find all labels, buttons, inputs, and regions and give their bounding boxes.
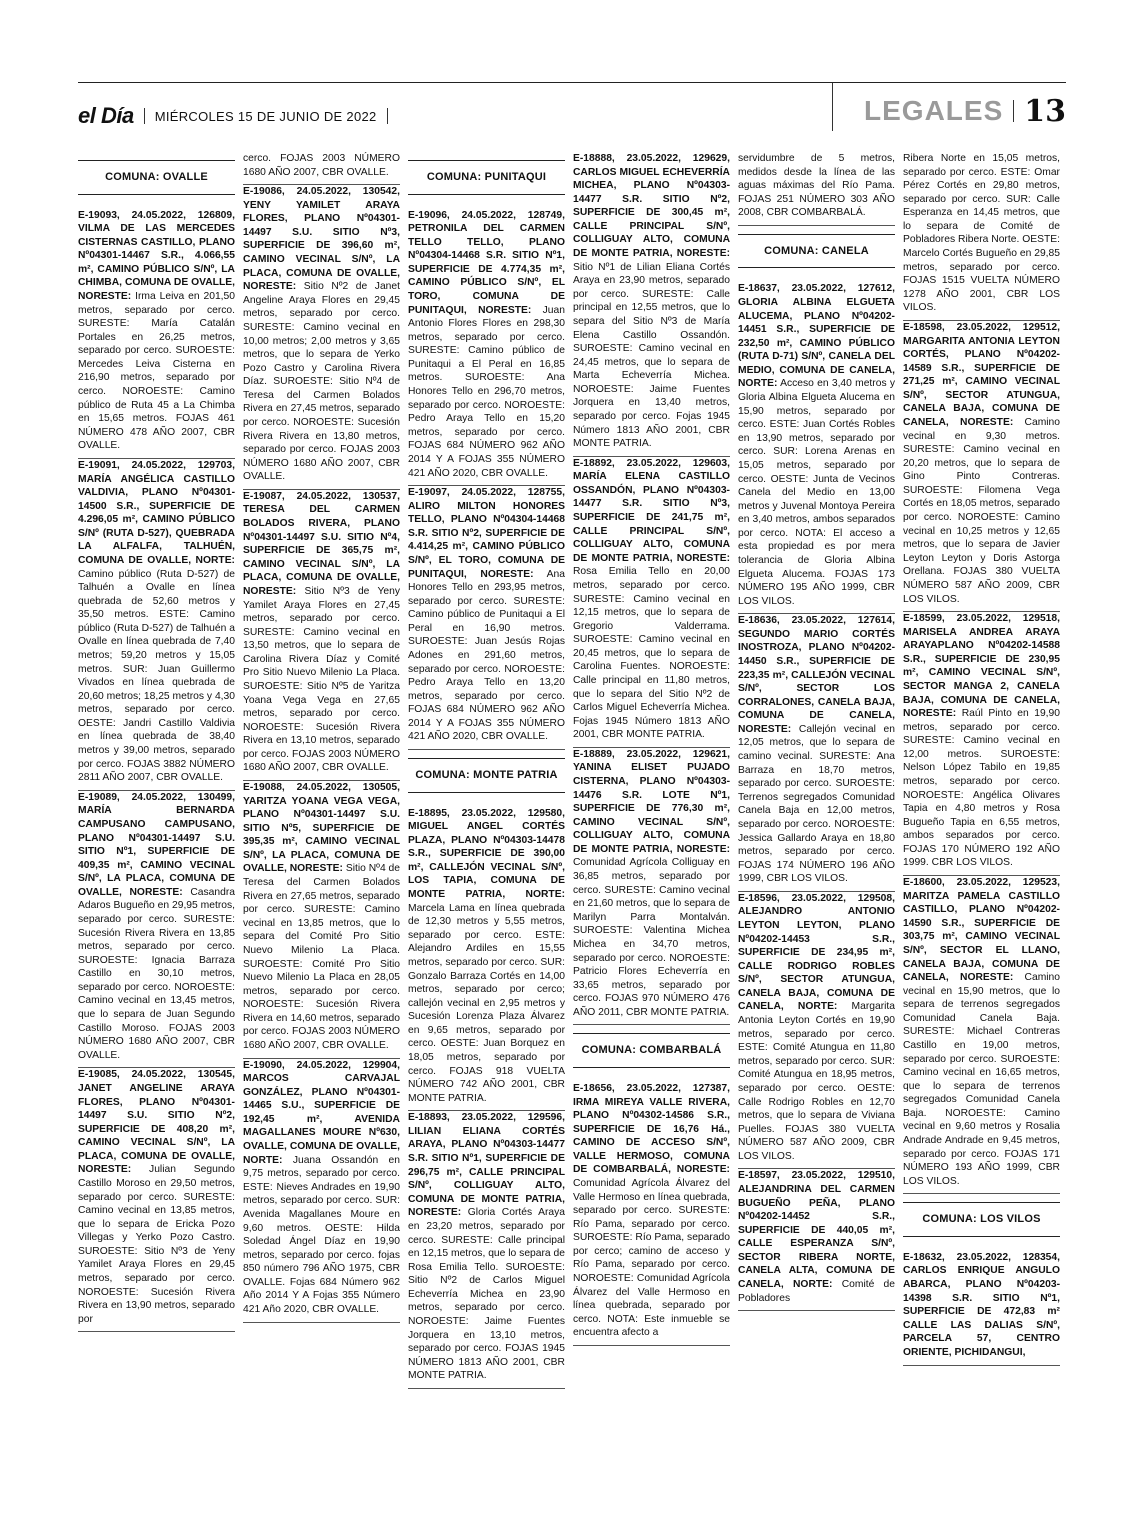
divider [1013, 100, 1014, 122]
notice-body: Sitio Nº1 de Lilian Eliana Cortés Araya en 23,90 metros, separado por cerco. SURESTE: Calle principal en 12,55 metros, que lo separa del Sitio Nº3 de María Elena Castillo Ossandón. SUROESTE: Camino vecinal en 24,45 metros, que lo separa de Marta Echeverría Michea. NOROESTE: Jaime Fuentes Jorquera en 13,40 metros, separado por cerco. Fojas 1945 Número 1813 AÑO 2001, CBR MONTE PATRIA. [573, 261, 730, 450]
section-title: LEGALES [864, 95, 1004, 126]
notice-header: E-18599, 23.05.2022, 129518, MARISELA ANDREA ARAYA ARAYAPLANO Nº04202-14588 S.R., SUPERFICIE DE 230,95 m², CAMINO VECINAL S/Nº, SECTOR MANGA 2, CANELA BAJA, COMUNA DE CANELA, NORESTE: [903, 613, 1060, 720]
legal-notices-columns [78, 152, 1066, 1462]
notice-header: E-18637, 23.05.2022, 127612, GLORIA ALBINA ELGUETA ALUCEMA, PLANO Nº04202-14451 S.R., SUPERFICIE DE 232,50 m², CAMINO PÚBLICO (RUTA D-71) S/Nº, CANELA DEL MEDIO, COMUNA DE CANELA, NORTE: [738, 283, 895, 390]
legal-notice [78, 1068, 235, 1332]
notice-body: Margarita Antonia Leyton Cortés en 19,90 metros, separado por cerco. ESTE: Comité Atungua en 11,80 metros, separado por cerco. SUR: Comité Atungua en 18,95 metros, separado por cerco. OESTE: Calle Rodrigo Robles en 12,70 metros, que lo separa de Viviana Puelles. FOJAS 380 VUELTA NÚMERO 587 AÑO 2009, CBR LOS VILOS. [738, 1001, 895, 1162]
notice-body: Gloria Cortés Araya en 23,20 metros, separado por cerco. SURESTE: Calle principal en 12,15 metros, que lo separa de Rosa Emilia Tello. SUROESTE: Sitio Nº2 de Carlos Miguel Echeverría Michea en 23,90 metros, separado por cerco. NOROESTE: Jaime Fuentes Jorquera en 13,10 metros, separado por cerco. FOJAS 1945 NÚMERO 1813 AÑO 2001, CBR MONTE PATRIA. [408, 1207, 565, 1382]
legal-notice [78, 209, 235, 459]
comuna-heading: COMUNA: PUNITAQUI [408, 160, 565, 195]
notice-header: E-18888, 23.05.2022, 129629, CARLOS MIGUEL ECHEVERRÍA MICHEA, PLANO Nº04303-14477 S.R. SITIO Nº2, SUPERFICIE DE 300,45 m², CALLE PRINCIPAL S/Nº, COLLIGUAY ALTO, COMUNA DE MONTE PATRIA, NORESTE: [573, 153, 730, 260]
masthead-left [78, 103, 388, 129]
legal-notice [738, 282, 895, 614]
notice-header: E-18636, 23.05.2022, 127614, SEGUNDO MARIO CORTÉS INOSTROZA, PLANO Nº04202-14450 S.R., SUPERFICIE DE 223,35 m², CALLEJÓN VECINAL S/Nº, SECTOR LOS CORRALONES, CANELA BAJA, COMUNA DE CANELA, NORESTE: [738, 615, 895, 735]
legal-notice [573, 152, 730, 457]
notice-body: Casandra Adaros Bugueño en 29,95 metros, separado por cerco. SURESTE: Sucesión Rivera Rivera en 13,85 metros, separado por cerco. SUROESTE: Ignacia Barraza Castillo en 30,10 metros, separado por cerco. NOROESTE: Camino vecinal en 13,45 metros, que lo separa de Juan Segundo Castillo Moroso. FOJAS 2003 NÚMERO 1680 AÑO 2007, CBR OVALLE. [78, 886, 235, 1061]
column-2 [243, 152, 400, 1462]
issue-date: MIÉRCOLES 15 DE JUNIO DE 2022 [154, 108, 377, 124]
notice-header: E-18600, 23.05.2022, 129523, MARITZA PAMELA CASTILLO CASTILLO, PLANO Nº04202-14590 S.R., SUPERFICIE DE 303,75 m², CAMINO VECINAL S/Nº, SECTOR EL LLANO, CANELA BAJA, COMUNA DE CANELA, NORESTE: [903, 877, 1060, 984]
notice-body: Ana Honores Tello en 293,95 metros, separado por cerco. SURESTE: Camino público de Punitaqui a El Peral en 16,90 metros. SUROESTE: Juan Jesús Rojas Adones en 291,60 metros, separado por cerco. NOROESTE: Pedro Araya Tello en 13,20 metros, separado por cerco. FOJAS 684 NÚMERO 962 AÑO 2014 Y A FOJAS 355 NÚMERO 421 AÑO 2020, CBR OVALLE. [408, 568, 565, 743]
column-3 [408, 152, 565, 1462]
notice-body: Sitio Nº2 de Janet Angeline Araya Flores en 29,45 metros, separado por cerco. SURESTE: Camino vecinal en 10,00 metros; 2,00 metros y 3,65 metros, que lo separa de Yerko Pozo Castro y Carolina Rivera Díaz. SUROESTE: Sitio Nº4 de Teresa del Carmen Bolados Rivera en 27,45 metros, separado por cerco. NOROESTE: Sucesión Rivera Rivera en 13,80 metros, separado por cerco. FOJAS 2003 NÚMERO 1680 AÑO 2007, CBR OVALLE. [243, 281, 400, 483]
comuna-heading: COMUNA: COMBARBALÁ [573, 1033, 730, 1068]
notice-header: E-18632, 23.05.2022, 128354, CARLOS ENRIQUE ANGULO ABARCA, PLANO Nº04203-14398 S.R. SITIO Nº1, SUPERFICIE DE 472,83 m² CALLE LAS DALIAS S/Nº, PARCELA 57, CENTRO ORIENTE, PICHIDANGUI, [903, 1251, 1060, 1358]
legal-notice [408, 807, 565, 1112]
legal-notice [738, 614, 895, 892]
legal-notice [903, 321, 1060, 612]
notice-header: E-18889, 23.05.2022, 129621, YANINA ELISET PUJADO CISTERNA, PLANO Nº04303-14476 S.R. LOTE Nº1, SUPERFICIE DE 776,30 m², CAMINO VECINAL S/Nº, COLLIGUAY ALTO, COMUNA DE MONTE PATRIA, NORESTE: [573, 748, 730, 855]
notice-header: E-18598, 23.05.2022, 129512, MARGARITA ANTONIA LEYTON CORTÉS, PLANO Nº04202-14589 S.R., SUPERFICIE DE 271,25 m², CAMINO VECINAL S/Nº, SECTOR ATUNGUA, CANELA BAJA, COMUNA DE CANELA, NORESTE: [903, 321, 1060, 428]
column-1 [78, 152, 235, 1462]
notice-header: E-18597, 23.05.2022, 129510, ALEJANDRINA DEL CARMEN BUGUEÑO PEÑA, PLANO Nº04202-14452 S.R., SUPERFICIE DE 440,05 m², CALLE ESPERANZA S/Nº, SECTOR RIBERA NORTE, CANELA ALTA, COMUNA DE CANELA, NORTE: [738, 1170, 895, 1291]
legal-notice [903, 876, 1060, 1194]
notice-body: Sitio Nº3 de Yeny Yamilet Araya Flores en 27,45 metros, separado por cerco. SURESTE: Camino vecinal en 13,50 metros, que lo separa de Carolina Rivera Díaz y Comité Pro Sitio Nuevo Milenio La Placa. SUROESTE: Sitio Nº5 de Yaritza Yoana Vega Vega en 27,65 metros, separado por cerco. NOROESTE: Sucesión Rivera Rivera en 13,10 metros, separado por cerco. FOJAS 2003 NÚMERO 1680 AÑO 2007, CBR OVALLE. [243, 585, 400, 774]
notice-body: Comunidad Agrícola Álvarez del Valle Hermoso en línea quebrada, separado por cerco. SURESTE: Río Pama, separado por cerco. SUROESTE: Río Pama, separado por cerco; camino de acceso y Río Pama, separado por cerco. NOROESTE: Comunidad Agrícola Álvarez del Valle Hermoso en línea quebrada, separado por cerco. NOTA: Este inmueble se encuentra afecto a [573, 1177, 730, 1339]
notice-body: Camino vecinal en 9,30 metros. SURESTE: Camino vecinal en 20,20 metros, que lo separa de Gino Pinto Contreras. SUROESTE: Filomena Vega Cortés en 18,05 metros, separado por cerco. NOROESTE: Camino vecinal en 10,25 metros y 12,65 metros, que lo separa de Javier Leyton Leyton y Doris Astorga Orellana. FOJAS 380 VUELTA NÚMERO 587 AÑO 2009, CBR LOS VILOS. [903, 416, 1060, 605]
legal-notice [903, 1251, 1060, 1366]
notice-header: E-19096, 24.05.2022, 128749, PETRONILA DEL CARMEN TELLO TELLO, PLANO Nº04304-14468 S.R. SITIO Nº1, SUPERFICIE DE 4.774,35 m², CAMINO PÚBLICO S/Nº, EL TORO, COMUNA DE PUNITAQUI, NORESTE: [408, 209, 565, 316]
notice-body: Juan Antonio Flores Flores en 298,30 metros, separado por cerco. SURESTE: Camino público de Punitaqui a El Peral en 16,85 metros. SUROESTE: Ana Honores Tello en 296,70 metros, separado por cerco. NOROESTE: Pedro Araya Tello en 15,20 metros, separado por cerco. FOJAS 684 NÚMERO 962 AÑO 2014 Y A FOJAS 355 NÚMERO 421 AÑO 2020, CBR OVALLE. [408, 304, 565, 479]
notice-header: E-19089, 24.05.2022, 130499, MARÍA BERNARDA CAMPUSANO CAMPUSANO, PLANO Nº04301-14497 S.U. SITIO Nº1, SUPERFICIE DE 409,35 m², CAMINO VECINAL S/Nº, LA PLACA, COMUNA DE OVALLE, NORESTE: [78, 791, 235, 898]
legal-notice [243, 781, 400, 1059]
newspaper-logo: el Día [78, 103, 134, 128]
notice-body: Camino vecinal en 15,90 metros, que lo separa de terrenos segregados Comunidad Canela Baja. SURESTE: Michael Contreras Castillo en 19,00 metros, separado por cerco. SUROESTE: Camino vecinal en 16,65 metros, que lo separa de terrenos segregados Comunidad Canela Baja. NOROESTE: Camino vecinal en 9,60 metros y Rosalia Andrade Andrade en 9,45 metros, separado por cerco. FOJAS 171 NÚMERO 193 AÑO 1999, CBR LOS VILOS. [903, 972, 1060, 1187]
notice-header: E-19097, 24.05.2022, 128755, ALIRO MILTON HONORES TELLO, PLANO Nº04304-14468 S.R. SITIO Nº2, SUPERFICIE DE 4.414,25 m², CAMINO PÚBLICO S/Nº, EL TORO, COMUNA DE PUNITAQUI, NORESTE: [408, 487, 565, 580]
masthead [78, 82, 1066, 131]
legal-notice [573, 1082, 730, 1346]
notice-continuation: servidumbre de 5 metros, medidos desde la línea de las aguas máximas del Río Pama. FOJAS 251 NÚMERO 303 AÑO 2008, CBR COMBARBALÁ. [738, 152, 895, 226]
notice-header: E-19087, 24.05.2022, 130537, TERESA DEL CARMEN BOLADOS RIVERA, PLANO Nº04301-14497 S.U. SITIO Nº4, SUPERFICIE DE 365,75 m², CAMINO VECINAL S/Nº, LA PLACA, COMUNA DE OVALLE, NORESTE: [243, 490, 400, 597]
notice-body: Comunidad Agrícola Colliguay en 36,85 metros, separado por cerco. SURESTE: Camino vecinal en 21,60 metros, que lo separa de Marilyn Parra Montalván. SUROESTE: Valentina Michea Michea en 34,70 metros, separado por cerco. NOROESTE: Patricio Flores Echeverría en 33,65 metros, separado por cerco. FOJAS 970 NÚMERO 476 AÑO 2011, CBR MONTE PATRIA. [573, 857, 730, 1018]
legal-notice [573, 457, 730, 748]
legal-notice [738, 892, 895, 1170]
column-5 [738, 152, 895, 1462]
notice-header: E-19086, 24.05.2022, 130542, YENY YAMILET ARAYA FLORES, PLANO Nº04301-14497 S.U. SITIO Nº3, SUPERFICIE DE 396,60 m², CAMINO VECINAL S/Nº, LA PLACA, COMUNA DE OVALLE, NORESTE: [243, 186, 400, 293]
notice-header: E-19085, 24.05.2022, 130545, JANET ANGELINE ARAYA FLORES, PLANO Nº04301-14497 S.U. SITIO Nº2, SUPERFICIE DE 408,20 m², CAMINO VECINAL S/Nº, LA PLACA, COMUNA DE OVALLE, NORESTE: [78, 1069, 235, 1176]
notice-body: Camino público (Ruta D-527) de Talhuén a Ovalle en línea quebrada de 52,60 metros y 35,50 metros. ESTE: Camino público (Ruta D-527) de Talhuén a Ovalle en línea quebrada de 7,40 metros; 59,20 metros y 15,05 metros. SUR: Juan Guillermo Vivados en línea quebrada de 20,60 metros; 18,25 metros y 4,30 metros, separado por cerco. OESTE: Jandri Castillo Valdivia en línea quebrada de 38,40 metros y 39,00 metros, separado por cerco. FOJAS 3882 NÚMERO 2811 AÑO 2007, CBR OVALLE. [78, 568, 235, 784]
legal-notice [243, 1059, 400, 1323]
comuna-heading: COMUNA: MONTE PATRIA [408, 758, 565, 793]
notice-body: Comité de Pobladores [738, 1279, 895, 1304]
comuna-heading: COMUNA: OVALLE [78, 160, 235, 195]
column-6 [903, 152, 1060, 1462]
notice-body: Acceso en 3,40 metros y Gloria Albina Elgueta Alucema en 15,90 metros, separado por cerco. ESTE: Juan Cortés Robles en 13,90 metros, separado por cerco. SUR: Lorena Arenas en 15,05 metros, separado por cerco. OESTE: Junta de Vecinos Canela del Medio en 13,00 metros y Juvenal Montoya Pereira en 3,40 metros, ambos separados por cerco. NOTA: El acceso a esta propiedad es por mera tolerancia de Gloria Albina Elgueta Alucema. FOJAS 173 NÚMERO 195 AÑO 1999, CBR LOS VILOS. [738, 378, 895, 607]
legal-notice [243, 185, 400, 490]
notice-header: E-19091, 24.05.2022, 129703, MARÍA ANGÉLICA CASTILLO VALDIVIA, PLANO Nº04301-14500 S.R., SUPERFICIE DE 4.296,05 m², CAMINO PÚBLICO S/Nº (RUTA D-527), QUEBRADA LA ALFALFA, TALHUÉN, COMUNA DE OVALLE, NORTE: [78, 459, 235, 566]
notice-body: Irma Leiva en 201,50 metros, separado por cerco. SURESTE: María Catalán Portales en 26,25 metros, separado por cerco. SUROESTE: Mercedes Leiva Cisterna en 216,90 metros, separado por cerco. NOROESTE: Camino público de Ruta 45 a La Chimba en 15,65 metros. FOJAS 461 NÚMERO 478 AÑO 2007, CBR OVALLE. [78, 290, 235, 452]
notice-header: E-19093, 24.05.2022, 126809, VILMA DE LAS MERCEDES CISTERNAS CASTILLO, PLANO Nº04301-14467 S.R., 4.066,55 m², CAMINO PÚBLICO S/Nº, LA CHIMBA, COMUNA DE OVALLE, NORESTE: [78, 209, 235, 302]
legal-notice [243, 490, 400, 781]
comuna-heading: COMUNA: CANELA [738, 234, 895, 269]
notice-continuation: cerco. FOJAS 2003 NÚMERO 1680 AÑO 2007, CBR OVALLE. [243, 152, 400, 185]
masthead-vertical-rule [832, 83, 833, 131]
notice-header: E-18656, 23.05.2022, 127387, IRMA MIREYA VALLE RIVERA, PLANO Nº04302-14586 S.R., SUPERFICIE DE 16,76 Há., CAMINO DE ACCESO S/Nº, VALLE HERMOSO, COMUNA DE COMBARBALÁ, NORESTE: [573, 1082, 730, 1176]
legal-notice [78, 791, 235, 1069]
notice-body: Juana Ossandón en 9,75 metros, separado por cerco. ESTE: Nieves Andrades en 19,90 metros, separado por cerco. SUR: Avenida Magallanes Moure en 9,60 metros. OESTE: Hilda Soledad Ángel Díaz en 19,90 metros, separado por cerco. fojas 850 número 796 AÑO 1975, CBR OVALLE. Fojas 684 Número 962 Año 2014 Y A Fojas 355 Número 421 Año 2020, CBR OVALLE. [243, 1154, 400, 1315]
notice-header: E-18893, 23.05.2022, 129596, LILIAN ELIANA CORTÉS ARAYA, PLANO Nº04303-14477 S.R. SITIO Nº1, SUPERFICIE DE 296,75 m², CALLE PRINCIPAL S/Nº, COLLIGUAY ALTO, COMUNA DE MONTE PATRIA, NORESTE: [408, 1112, 565, 1219]
notice-body: Sitio Nº4 de Teresa del Carmen Bolados Rivera en 27,65 metros, separado por cerco. SURESTE: Camino vecinal en 13,85 metros, que lo separa del Comité Pro Sitio Nuevo Milenio La Placa. SUROESTE: Comité Pro Sitio Nuevo Milenio La Placa en 28,05 metros, separado por cerco. NOROESTE: Sucesión Rivera Rivera en 14,60 metros, separado por cerco. FOJAS 2003 NÚMERO 1680 AÑO 2007, CBR OVALLE. [243, 863, 400, 1051]
comuna-heading: COMUNA: LOS VILOS [903, 1202, 1060, 1237]
divider [144, 108, 145, 124]
legal-notice [408, 209, 565, 487]
legal-notice [78, 459, 235, 791]
notice-continuation: Ribera Norte en 15,05 metros, separado por cerco. ESTE: Omar Pérez Cortés en 29,80 metros, separado por cerco. SUR: Calle Esperanza en 14,45 metros, que lo separa de Comité de Pobladores Ribera Norte. OESTE: Marcelo Cortés Bugueño en 29,85 metros, separado por cerco. FOJAS 1515 VUELTA NÚMERO 1278 AÑO 2001, CBR LOS VILOS. [903, 152, 1060, 321]
legal-notice [573, 748, 730, 1026]
legal-notice [903, 612, 1060, 876]
notice-header: E-18596, 23.05.2022, 129508, ALEJANDRO ANTONIO LEYTON LEYTON, PLANO Nº04202-14453 S.R., SUPERFICIE DE 234,95 m², CALLE RODRIGO ROBLES S/Nº, SECTOR ATUNGUA, CANELA BAJA, COMUNA DE CANELA, NORTE: [738, 892, 895, 1013]
legal-notice [408, 1111, 565, 1389]
notice-body: Marcela Lama en línea quebrada de 12,30 metros y 5,55 metros, separado por cerco. ESTE: Alejandro Ardiles en 15,55 metros, separado por cerco. SUR: Gonzalo Barraza Cortés en 14,00 metros, separado por cerco; callejón vecinal en 2,95 metros y Sucesión Lorenza Plaza Álvarez en 9,65 metros, separado por cerco. OESTE: Juan Borquez en 18,05 metros, separado por cerco. FOJAS 918 VUELTA NÚMERO 742 AÑO 2001, CBR MONTE PATRIA. [408, 902, 565, 1104]
masthead-right [864, 91, 1066, 131]
notice-body: Raúl Pinto en 19,90 metros, separado por cerco. SURESTE: Camino vecinal en 12,00 metros. SUROESTE: Nelson López Tabilo en 19,85 metros, separado por cerco. NOROESTE: Angélica Olivares Tapia en 4,80 metros y Rosa Bugueño Tapia en 6,55 metros, ambos separados por cerco. FOJAS 170 NÚMERO 192 AÑO 1999. CBR LOS VILOS. [903, 708, 1060, 869]
notice-header: E-19090, 24.05.2022, 129904, MARCOS CARVAJAL GONZÁLEZ, PLANO Nº04301-14465 S.U., SUPERFICIE DE 192,45 m², AVENIDA MAGALLANES MOURE Nº630, OVALLE, COMUNA DE OVALLE, NORTE: [243, 1059, 400, 1166]
column-4 [573, 152, 730, 1462]
legal-notice [408, 486, 565, 750]
notice-body: Rosa Emilia Tello en 20,00 metros, separado por cerco. SURESTE: Camino vecinal en 12,15 metros, que lo separa de Gregorio Valderrama. SUROESTE: Camino vecinal en 20,45 metros, que lo separa de Carolina Fuentes. NOROESTE: Calle principal en 11,80 metros, que lo separa del Sitio Nº2 de Carlos Miguel Echeverría Michea. Fojas 1945 Número 1813 AÑO 2001, CBR MONTE PATRIA. [573, 566, 730, 741]
notice-body: Julian Segundo Castillo Moroso en 29,50 metros, separado por cerco. SURESTE: Camino vecinal en 13,85 metros, que lo separa de Ericka Pozo Villegas y Yerko Pozo Castro. SUROESTE: Sitio Nº3 de Yeny Yamilet Araya Flores en 29,45 metros, separado por cerco. NOROESTE: Sucesión Rivera Rivera en 13,90 metros, separado por [78, 1164, 235, 1325]
divider [387, 108, 388, 124]
notice-header: E-18892, 23.05.2022, 129603, MARÍA ELENA CASTILLO OSSANDÓN, PLANO Nº04303-14477 S.R. SITIO Nº3, SUPERFICIE DE 241,75 m², CALLE PRINCIPAL S/Nº, COLLIGUAY ALTO, COMUNA DE MONTE PATRIA, NORESTE: [573, 457, 730, 564]
notice-header: E-18895, 23.05.2022, 129580, MIGUEL ANGEL CORTÉS PLAZA, PLANO Nº04303-14478 S.R., SUPERFICIE DE 390,00 m², CALLEJÓN VECINAL S/Nº, LOS TAPIA, COMUNA DE MONTE PATRIA, NORTE: [408, 807, 565, 901]
page-number: 13 [1024, 93, 1066, 129]
legal-notice [738, 1169, 895, 1311]
notice-body: Callejón vecinal en 12,05 metros, que lo separa de camino vecinal. SURESTE: Ana Barraza en 18,70 metros, separado por cerco. SUROESTE: Terrenos segregados Comunidad Canela Baja en 12,00 metros, separado por cerco. NOROESTE: Jessica Gallardo Araya en 18,80 metros, separado por cerco. FOJAS 174 NÚMERO 196 AÑO 1999, CBR LOS VILOS. [738, 723, 895, 885]
notice-header: E-19088, 24.05.2022, 130505, YARITZA YOANA VEGA VEGA, PLANO Nº04301-14497 S.U. SITIO Nº5, SUPERFICIE DE 395,35 m², CAMINO VECINAL S/Nº, LA PLACA, COMUNA DE OVALLE, NORESTE: [243, 782, 400, 875]
